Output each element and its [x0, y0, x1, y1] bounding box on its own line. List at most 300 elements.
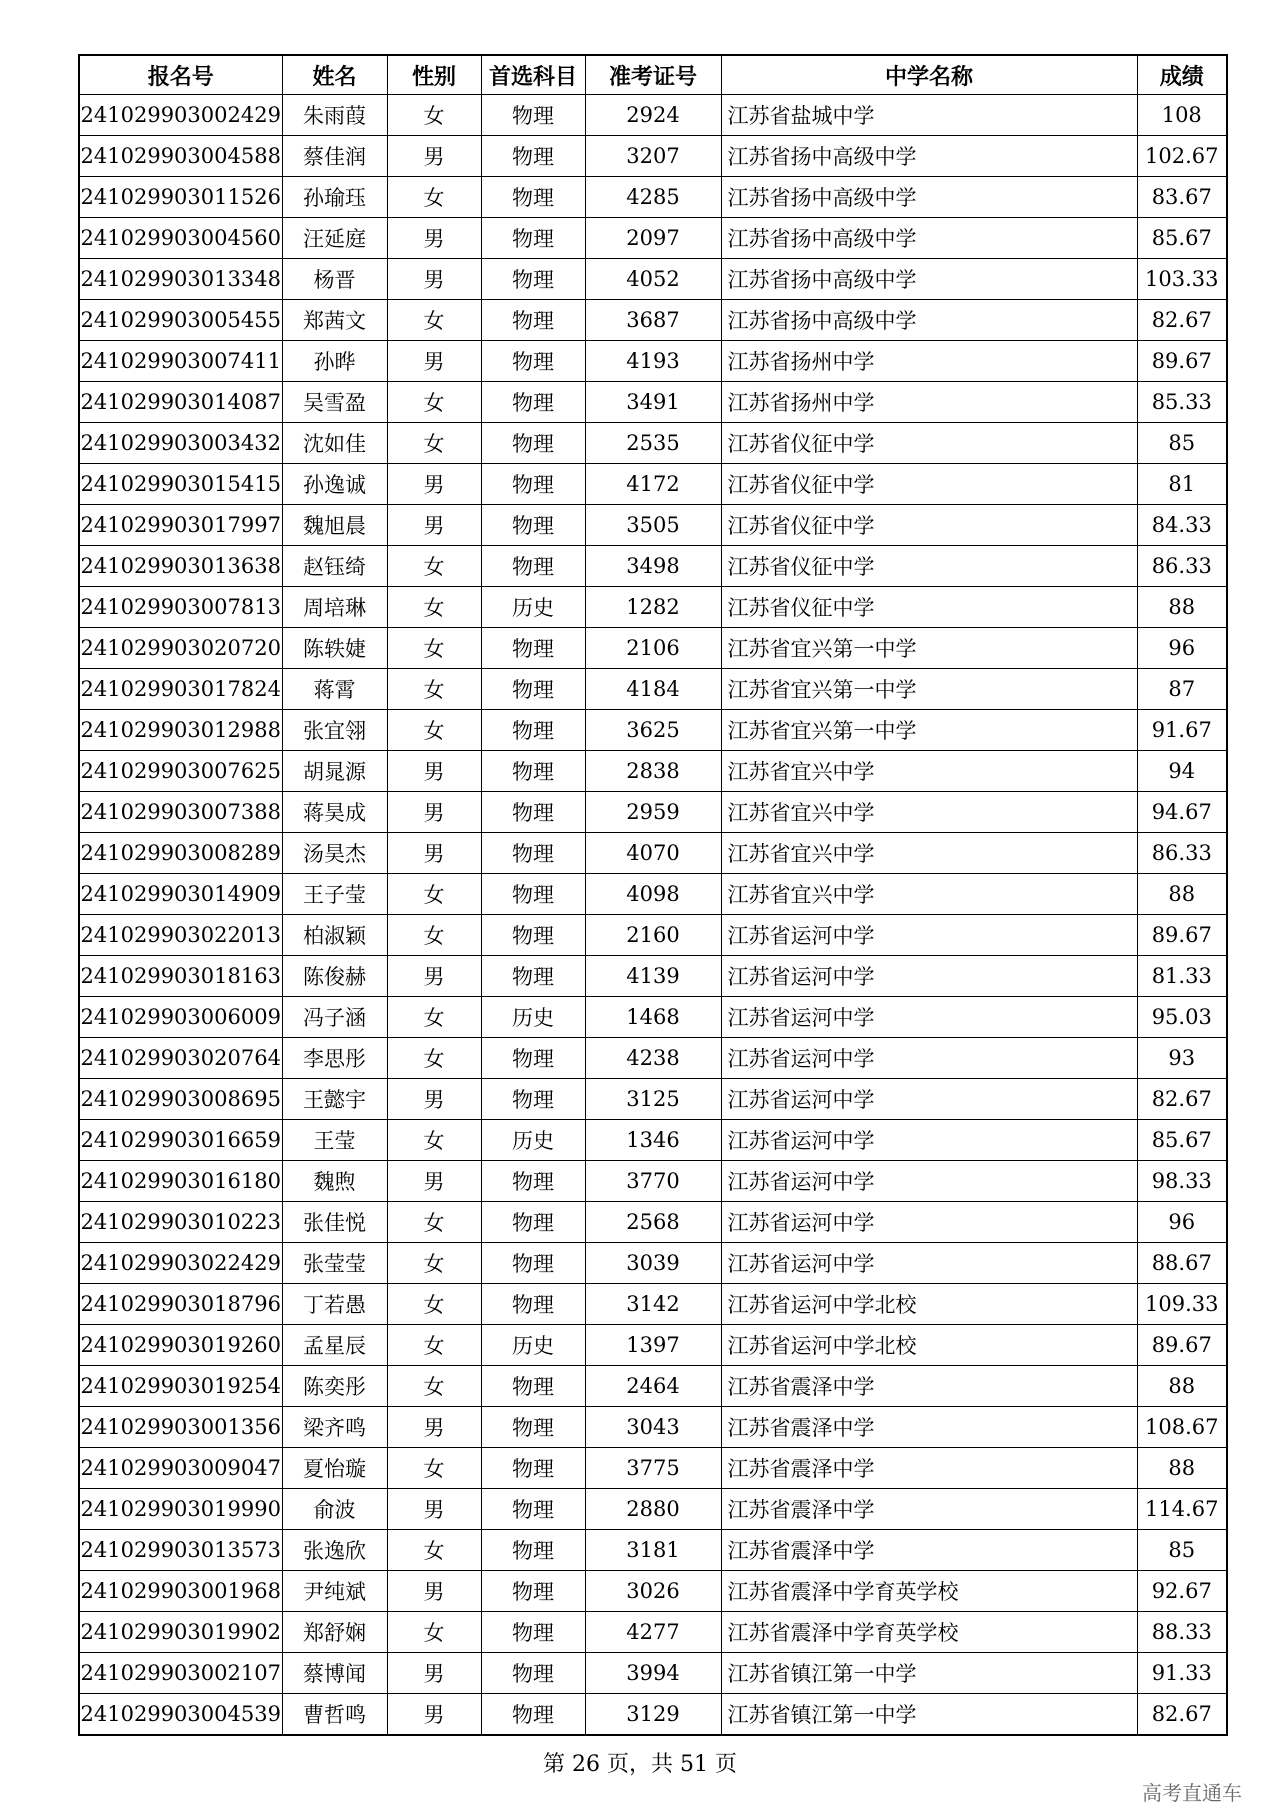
table-body — [79, 95, 1227, 1736]
cell-score: 96 — [1137, 1202, 1227, 1243]
cell-registration-no: 241029903013573 — [79, 1530, 282, 1571]
table-row — [79, 1038, 1227, 1079]
cell-admission-ticket: 1346 — [585, 1120, 721, 1161]
cell-school: 江苏省扬州中学 — [721, 382, 1137, 423]
cell-subject: 物理 — [481, 1284, 585, 1325]
cell-gender: 女 — [387, 710, 481, 751]
cell-school: 江苏省震泽中学 — [721, 1448, 1137, 1489]
cell-name: 梁齐鸣 — [282, 1407, 387, 1448]
cell-score: 83.67 — [1137, 177, 1227, 218]
cell-registration-no: 241029903018163 — [79, 956, 282, 997]
cell-registration-no: 241029903014087 — [79, 382, 282, 423]
cell-registration-no: 241029903011526 — [79, 177, 282, 218]
cell-subject: 物理 — [481, 1571, 585, 1612]
cell-gender: 女 — [387, 1530, 481, 1571]
cell-school: 江苏省运河中学 — [721, 1120, 1137, 1161]
cell-subject: 物理 — [481, 833, 585, 874]
cell-school: 江苏省震泽中学 — [721, 1489, 1137, 1530]
cell-gender: 女 — [387, 1038, 481, 1079]
cell-name: 孙逸诚 — [282, 464, 387, 505]
cell-subject: 物理 — [481, 915, 585, 956]
cell-subject: 物理 — [481, 710, 585, 751]
table-row — [79, 1161, 1227, 1202]
cell-admission-ticket: 3181 — [585, 1530, 721, 1571]
cell-name: 张宜翎 — [282, 710, 387, 751]
cell-school: 江苏省运河中学北校 — [721, 1325, 1137, 1366]
cell-admission-ticket: 1397 — [585, 1325, 721, 1366]
cell-gender: 女 — [387, 1325, 481, 1366]
cell-gender: 女 — [387, 546, 481, 587]
cell-admission-ticket: 3142 — [585, 1284, 721, 1325]
cell-school: 江苏省镇江第一中学 — [721, 1653, 1137, 1694]
cell-school: 江苏省宜兴中学 — [721, 792, 1137, 833]
cell-school: 江苏省宜兴中学 — [721, 874, 1137, 915]
cell-subject: 物理 — [481, 1653, 585, 1694]
cell-school: 江苏省运河中学北校 — [721, 1284, 1137, 1325]
cell-registration-no: 241029903015415 — [79, 464, 282, 505]
cell-subject: 物理 — [481, 136, 585, 177]
cell-name: 蒋昊成 — [282, 792, 387, 833]
cell-subject: 物理 — [481, 464, 585, 505]
cell-school: 江苏省运河中学 — [721, 1243, 1137, 1284]
cell-registration-no: 241029903004539 — [79, 1694, 282, 1736]
table-row — [79, 300, 1227, 341]
cell-name: 朱雨葭 — [282, 95, 387, 136]
cell-admission-ticket: 3770 — [585, 1161, 721, 1202]
cell-registration-no: 241029903007813 — [79, 587, 282, 628]
cell-subject: 历史 — [481, 1120, 585, 1161]
cell-school: 江苏省仪征中学 — [721, 423, 1137, 464]
cell-gender: 男 — [387, 833, 481, 874]
cell-name: 汤昊杰 — [282, 833, 387, 874]
cell-school: 江苏省宜兴中学 — [721, 833, 1137, 874]
cell-name: 王子莹 — [282, 874, 387, 915]
cell-gender: 女 — [387, 1612, 481, 1653]
cell-gender: 女 — [387, 300, 481, 341]
cell-gender: 男 — [387, 1694, 481, 1736]
cell-gender: 男 — [387, 1653, 481, 1694]
cell-gender: 女 — [387, 1202, 481, 1243]
cell-registration-no: 241029903013638 — [79, 546, 282, 587]
table-row — [79, 341, 1227, 382]
cell-school: 江苏省宜兴第一中学 — [721, 710, 1137, 751]
cell-subject: 物理 — [481, 1243, 585, 1284]
cell-school: 江苏省运河中学 — [721, 1161, 1137, 1202]
cell-subject: 物理 — [481, 1612, 585, 1653]
cell-score: 109.33 — [1137, 1284, 1227, 1325]
cell-subject: 物理 — [481, 1202, 585, 1243]
cell-score: 85.33 — [1137, 382, 1227, 423]
cell-subject: 物理 — [481, 628, 585, 669]
cell-admission-ticket: 1282 — [585, 587, 721, 628]
cell-school: 江苏省宜兴第一中学 — [721, 669, 1137, 710]
cell-score: 89.67 — [1137, 341, 1227, 382]
cell-school: 江苏省扬中高级中学 — [721, 177, 1137, 218]
cell-name: 吴雪盈 — [282, 382, 387, 423]
table-row — [79, 136, 1227, 177]
cell-name: 张佳悦 — [282, 1202, 387, 1243]
cell-registration-no: 241029903001356 — [79, 1407, 282, 1448]
cell-registration-no: 241029903019254 — [79, 1366, 282, 1407]
cell-admission-ticket: 2464 — [585, 1366, 721, 1407]
cell-school: 江苏省扬中高级中学 — [721, 136, 1137, 177]
cell-gender: 女 — [387, 177, 481, 218]
cell-admission-ticket: 2160 — [585, 915, 721, 956]
cell-school: 江苏省震泽中学 — [721, 1407, 1137, 1448]
cell-name: 夏怡璇 — [282, 1448, 387, 1489]
cell-registration-no: 241029903018796 — [79, 1284, 282, 1325]
cell-name: 张莹莹 — [282, 1243, 387, 1284]
table-row — [79, 95, 1227, 136]
cell-score: 103.33 — [1137, 259, 1227, 300]
cell-gender: 男 — [387, 259, 481, 300]
cell-score: 88 — [1137, 1366, 1227, 1407]
cell-registration-no: 241029903007411 — [79, 341, 282, 382]
cell-admission-ticket: 2838 — [585, 751, 721, 792]
cell-name: 王莹 — [282, 1120, 387, 1161]
cell-admission-ticket: 3775 — [585, 1448, 721, 1489]
cell-score: 81 — [1137, 464, 1227, 505]
cell-registration-no: 241029903012988 — [79, 710, 282, 751]
cell-name: 魏旭晨 — [282, 505, 387, 546]
cell-subject: 物理 — [481, 300, 585, 341]
cell-gender: 女 — [387, 1284, 481, 1325]
cell-subject: 物理 — [481, 382, 585, 423]
cell-subject: 历史 — [481, 587, 585, 628]
cell-school: 江苏省扬中高级中学 — [721, 300, 1137, 341]
cell-admission-ticket: 3498 — [585, 546, 721, 587]
cell-school: 江苏省盐城中学 — [721, 95, 1137, 136]
cell-admission-ticket: 3129 — [585, 1694, 721, 1736]
cell-admission-ticket: 3625 — [585, 710, 721, 751]
cell-score: 92.67 — [1137, 1571, 1227, 1612]
cell-admission-ticket: 4277 — [585, 1612, 721, 1653]
cell-registration-no: 241029903017824 — [79, 669, 282, 710]
cell-gender: 女 — [387, 1120, 481, 1161]
header-score: 成绩 — [1137, 55, 1227, 95]
cell-score: 108 — [1137, 95, 1227, 136]
table-row — [79, 1448, 1227, 1489]
cell-school: 江苏省震泽中学育英学校 — [721, 1612, 1137, 1653]
cell-subject: 物理 — [481, 259, 585, 300]
cell-school: 江苏省震泽中学 — [721, 1530, 1137, 1571]
cell-admission-ticket: 4052 — [585, 259, 721, 300]
cell-school: 江苏省运河中学 — [721, 1202, 1137, 1243]
cell-gender: 女 — [387, 669, 481, 710]
cell-score: 84.33 — [1137, 505, 1227, 546]
table-row — [79, 587, 1227, 628]
header-admission-ticket: 准考证号 — [585, 55, 721, 95]
cell-name: 郑舒娴 — [282, 1612, 387, 1653]
cell-name: 郑茜文 — [282, 300, 387, 341]
table-row — [79, 1079, 1227, 1120]
cell-gender: 男 — [387, 218, 481, 259]
cell-registration-no: 241029903010223 — [79, 1202, 282, 1243]
cell-gender: 男 — [387, 136, 481, 177]
cell-school: 江苏省仪征中学 — [721, 546, 1137, 587]
cell-score: 95.03 — [1137, 997, 1227, 1038]
table-row — [79, 956, 1227, 997]
cell-registration-no: 241029903001968 — [79, 1571, 282, 1612]
cell-subject: 物理 — [481, 874, 585, 915]
table-row — [79, 1489, 1227, 1530]
cell-admission-ticket: 4184 — [585, 669, 721, 710]
cell-subject: 物理 — [481, 423, 585, 464]
cell-name: 陈俊赫 — [282, 956, 387, 997]
table-row — [79, 1407, 1227, 1448]
table-row — [79, 1653, 1227, 1694]
cell-registration-no: 241029903022013 — [79, 915, 282, 956]
cell-registration-no: 241029903020720 — [79, 628, 282, 669]
cell-subject: 物理 — [481, 95, 585, 136]
cell-registration-no: 241029903013348 — [79, 259, 282, 300]
cell-subject: 物理 — [481, 669, 585, 710]
cell-gender: 男 — [387, 956, 481, 997]
cell-registration-no: 241029903020764 — [79, 1038, 282, 1079]
cell-admission-ticket: 2880 — [585, 1489, 721, 1530]
header-registration-no: 报名号 — [79, 55, 282, 95]
cell-name: 杨晋 — [282, 259, 387, 300]
cell-name: 胡晁源 — [282, 751, 387, 792]
cell-gender: 女 — [387, 1448, 481, 1489]
cell-admission-ticket: 3505 — [585, 505, 721, 546]
cell-name: 蒋霄 — [282, 669, 387, 710]
cell-subject: 物理 — [481, 218, 585, 259]
cell-registration-no: 241029903019990 — [79, 1489, 282, 1530]
cell-admission-ticket: 3043 — [585, 1407, 721, 1448]
cell-subject: 物理 — [481, 177, 585, 218]
table-row — [79, 259, 1227, 300]
cell-gender: 男 — [387, 751, 481, 792]
cell-name: 柏淑颖 — [282, 915, 387, 956]
cell-score: 88.33 — [1137, 1612, 1227, 1653]
cell-gender: 女 — [387, 587, 481, 628]
cell-registration-no: 241029903019902 — [79, 1612, 282, 1653]
table-row — [79, 505, 1227, 546]
cell-score: 114.67 — [1137, 1489, 1227, 1530]
table-row — [79, 997, 1227, 1038]
cell-admission-ticket: 3125 — [585, 1079, 721, 1120]
table-row — [79, 710, 1227, 751]
cell-subject: 物理 — [481, 1530, 585, 1571]
cell-school: 江苏省运河中学 — [721, 1038, 1137, 1079]
cell-subject: 物理 — [481, 751, 585, 792]
cell-subject: 物理 — [481, 505, 585, 546]
cell-score: 82.67 — [1137, 300, 1227, 341]
cell-gender: 男 — [387, 1571, 481, 1612]
table-row — [79, 218, 1227, 259]
table-row — [79, 464, 1227, 505]
cell-admission-ticket: 3039 — [585, 1243, 721, 1284]
table-row — [79, 833, 1227, 874]
watermark: 高考直通车 — [1142, 1781, 1242, 1805]
header-name: 姓名 — [282, 55, 387, 95]
cell-name: 孙晔 — [282, 341, 387, 382]
cell-school: 江苏省镇江第一中学 — [721, 1694, 1137, 1736]
cell-score: 91.33 — [1137, 1653, 1227, 1694]
cell-school: 江苏省宜兴第一中学 — [721, 628, 1137, 669]
cell-admission-ticket: 4139 — [585, 956, 721, 997]
cell-admission-ticket: 4285 — [585, 177, 721, 218]
table-row — [79, 1325, 1227, 1366]
cell-score: 85.67 — [1137, 218, 1227, 259]
cell-registration-no: 241029903014909 — [79, 874, 282, 915]
cell-gender: 男 — [387, 1161, 481, 1202]
cell-score: 94.67 — [1137, 792, 1227, 833]
table-row — [79, 382, 1227, 423]
cell-name: 蔡博闻 — [282, 1653, 387, 1694]
cell-registration-no: 241029903016180 — [79, 1161, 282, 1202]
cell-registration-no: 241029903004588 — [79, 136, 282, 177]
page-number: 第 26 页，共 51 页 — [543, 1752, 737, 1777]
cell-school: 江苏省运河中学 — [721, 956, 1137, 997]
cell-admission-ticket: 3491 — [585, 382, 721, 423]
cell-score: 94 — [1137, 751, 1227, 792]
table-row — [79, 792, 1227, 833]
header-school: 中学名称 — [721, 55, 1137, 95]
cell-admission-ticket: 4070 — [585, 833, 721, 874]
cell-score: 93 — [1137, 1038, 1227, 1079]
cell-gender: 男 — [387, 1489, 481, 1530]
cell-school: 江苏省宜兴中学 — [721, 751, 1137, 792]
cell-registration-no: 241029903004560 — [79, 218, 282, 259]
cell-score: 86.33 — [1137, 833, 1227, 874]
cell-score: 86.33 — [1137, 546, 1227, 587]
cell-subject: 物理 — [481, 1694, 585, 1736]
table-row — [79, 1284, 1227, 1325]
table-row — [79, 1202, 1227, 1243]
cell-registration-no: 241029903007625 — [79, 751, 282, 792]
cell-gender: 女 — [387, 997, 481, 1038]
table-row — [79, 628, 1227, 669]
cell-registration-no: 241029903002107 — [79, 1653, 282, 1694]
cell-name: 曹哲鸣 — [282, 1694, 387, 1736]
cell-score: 102.67 — [1137, 136, 1227, 177]
table-row — [79, 1120, 1227, 1161]
cell-name: 李思彤 — [282, 1038, 387, 1079]
cell-subject: 物理 — [481, 1366, 585, 1407]
cell-admission-ticket: 2535 — [585, 423, 721, 464]
table-header-row — [79, 55, 1227, 95]
cell-score: 88 — [1137, 587, 1227, 628]
cell-school: 江苏省震泽中学育英学校 — [721, 1571, 1137, 1612]
cell-school: 江苏省运河中学 — [721, 997, 1137, 1038]
table-row — [79, 915, 1227, 956]
cell-gender: 女 — [387, 915, 481, 956]
cell-admission-ticket: 3994 — [585, 1653, 721, 1694]
cell-score: 87 — [1137, 669, 1227, 710]
cell-name: 周培琳 — [282, 587, 387, 628]
cell-name: 王懿宇 — [282, 1079, 387, 1120]
cell-gender: 女 — [387, 95, 481, 136]
cell-subject: 物理 — [481, 1038, 585, 1079]
cell-registration-no: 241029903016659 — [79, 1120, 282, 1161]
cell-admission-ticket: 2924 — [585, 95, 721, 136]
cell-name: 尹纯斌 — [282, 1571, 387, 1612]
cell-subject: 历史 — [481, 997, 585, 1038]
cell-admission-ticket: 2959 — [585, 792, 721, 833]
header-gender: 性别 — [387, 55, 481, 95]
cell-score: 96 — [1137, 628, 1227, 669]
table-row — [79, 546, 1227, 587]
cell-gender: 女 — [387, 1366, 481, 1407]
cell-gender: 女 — [387, 628, 481, 669]
cell-score: 89.67 — [1137, 1325, 1227, 1366]
cell-score: 88 — [1137, 874, 1227, 915]
cell-registration-no: 241029903006009 — [79, 997, 282, 1038]
cell-name: 陈奕彤 — [282, 1366, 387, 1407]
cell-gender: 男 — [387, 792, 481, 833]
cell-registration-no: 241029903005455 — [79, 300, 282, 341]
cell-registration-no: 241029903017997 — [79, 505, 282, 546]
cell-admission-ticket: 2106 — [585, 628, 721, 669]
cell-subject: 物理 — [481, 341, 585, 382]
table-row — [79, 669, 1227, 710]
cell-score: 85 — [1137, 1530, 1227, 1571]
cell-registration-no: 241029903003432 — [79, 423, 282, 464]
cell-name: 汪延庭 — [282, 218, 387, 259]
cell-admission-ticket: 2568 — [585, 1202, 721, 1243]
cell-name: 冯子涵 — [282, 997, 387, 1038]
cell-school: 江苏省扬州中学 — [721, 341, 1137, 382]
cell-score: 88.67 — [1137, 1243, 1227, 1284]
cell-registration-no: 241029903019260 — [79, 1325, 282, 1366]
cell-gender: 男 — [387, 505, 481, 546]
cell-school: 江苏省扬中高级中学 — [721, 218, 1137, 259]
cell-score: 91.67 — [1137, 710, 1227, 751]
table-row — [79, 1694, 1227, 1736]
cell-school: 江苏省扬中高级中学 — [721, 259, 1137, 300]
table-row — [79, 177, 1227, 218]
cell-gender: 男 — [387, 1407, 481, 1448]
cell-subject: 物理 — [481, 1161, 585, 1202]
cell-registration-no: 241029903009047 — [79, 1448, 282, 1489]
cell-school: 江苏省震泽中学 — [721, 1366, 1137, 1407]
cell-score: 85.67 — [1137, 1120, 1227, 1161]
cell-registration-no: 241029903008289 — [79, 833, 282, 874]
cell-gender: 女 — [387, 382, 481, 423]
cell-subject: 历史 — [481, 1325, 585, 1366]
cell-gender: 女 — [387, 423, 481, 464]
cell-school: 江苏省仪征中学 — [721, 464, 1137, 505]
cell-gender: 男 — [387, 341, 481, 382]
cell-admission-ticket: 3026 — [585, 1571, 721, 1612]
cell-admission-ticket: 1468 — [585, 997, 721, 1038]
cell-subject: 物理 — [481, 1448, 585, 1489]
cell-admission-ticket: 4238 — [585, 1038, 721, 1079]
cell-score: 82.67 — [1137, 1079, 1227, 1120]
cell-gender: 男 — [387, 464, 481, 505]
table-row — [79, 751, 1227, 792]
cell-registration-no: 241029903008695 — [79, 1079, 282, 1120]
cell-name: 俞波 — [282, 1489, 387, 1530]
cell-subject: 物理 — [481, 956, 585, 997]
cell-name: 张逸欣 — [282, 1530, 387, 1571]
cell-score: 85 — [1137, 423, 1227, 464]
cell-registration-no: 241029903022429 — [79, 1243, 282, 1284]
cell-admission-ticket: 4098 — [585, 874, 721, 915]
cell-name: 孙瑜珏 — [282, 177, 387, 218]
cell-gender: 女 — [387, 1243, 481, 1284]
cell-score: 81.33 — [1137, 956, 1227, 997]
cell-school: 江苏省仪征中学 — [721, 505, 1137, 546]
table-row — [79, 1243, 1227, 1284]
cell-subject: 物理 — [481, 1489, 585, 1530]
cell-admission-ticket: 4172 — [585, 464, 721, 505]
table-row — [79, 423, 1227, 464]
table-row — [79, 1571, 1227, 1612]
table-row — [79, 1612, 1227, 1653]
